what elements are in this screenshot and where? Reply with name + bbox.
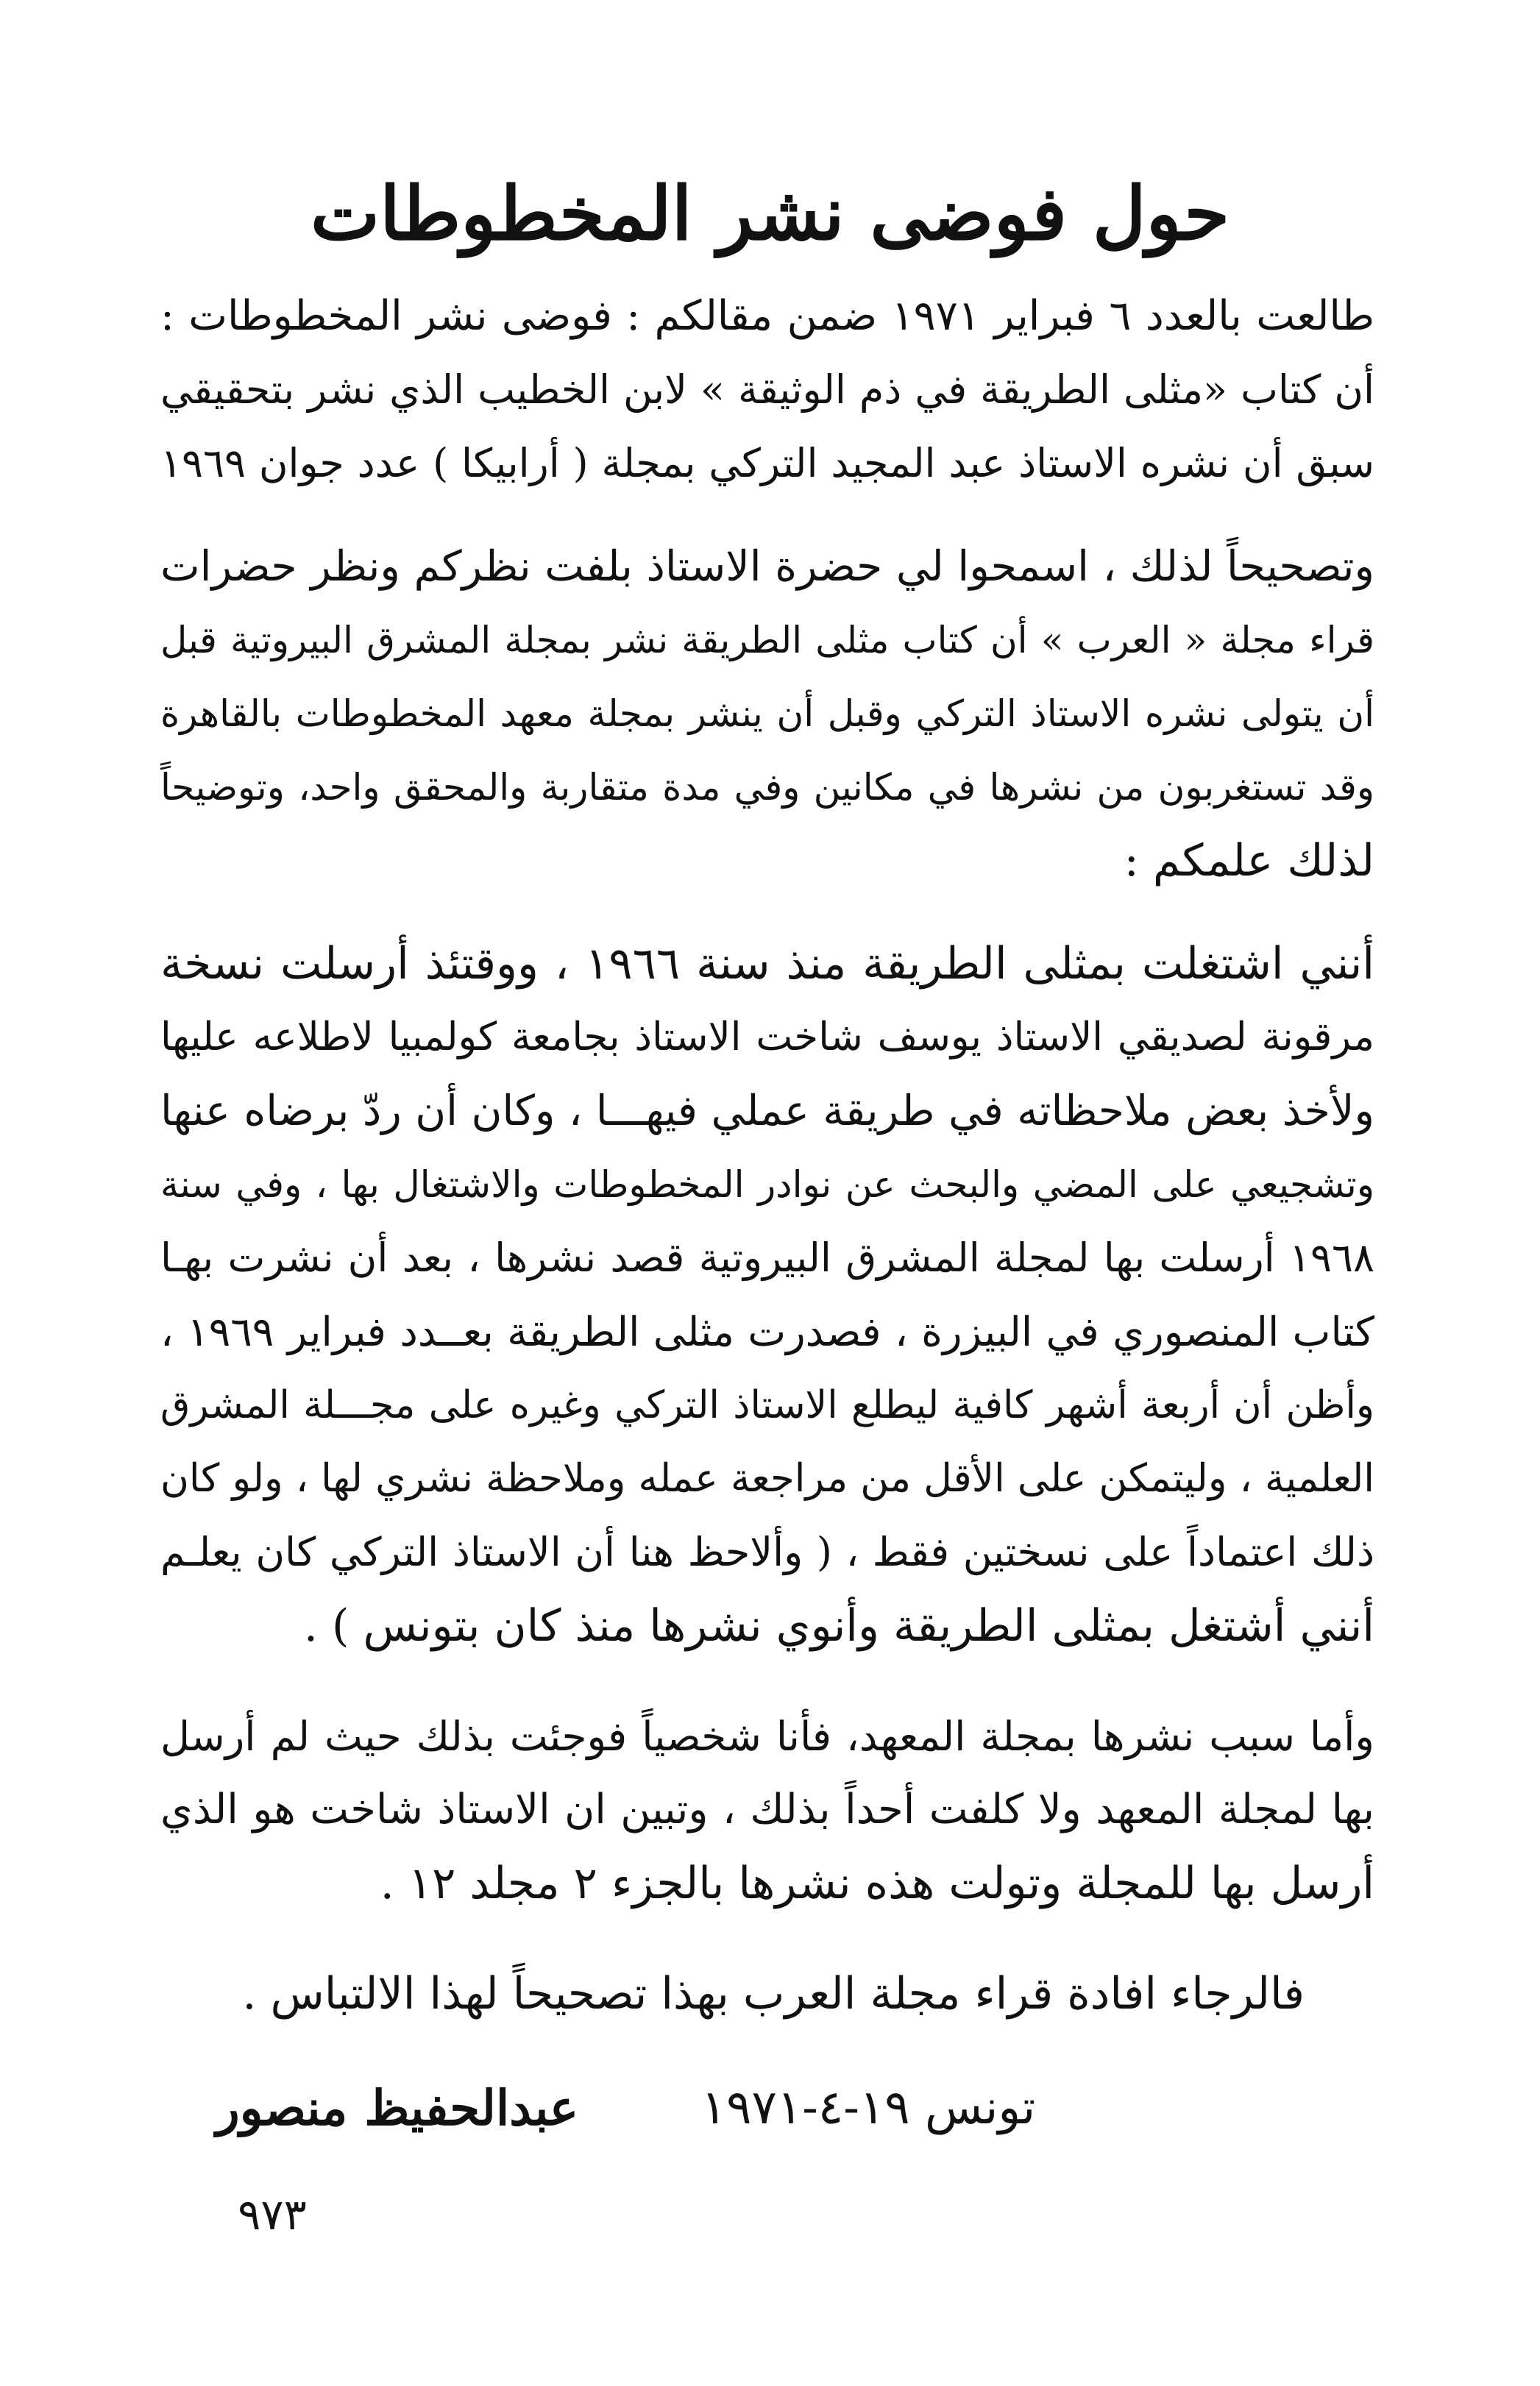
text-line: ١٩٦٨ أرسلت بها لمجلة المشرق البيروتية قصد نشرها ، بعد أن نشرت بهـا (160, 1235, 1374, 1281)
text-line: طالعت بالعدد ٦ فبراير ١٩٧١ ضمن مقالكم : فوضى نشر المخطوطات : (160, 292, 1375, 340)
text-line: وأما سبب نشرها بمجلة المعهد، فأنا شخصياً فوجئت بذلك حيث لم أرسل (160, 1713, 1374, 1760)
text-line: العلمية ، وليتمكن على الأقل من مراجعة عمله وملاحظة نشري لها ، ولو كان (160, 1456, 1374, 1501)
text-line: أن يتولى نشره الاستاذ التركي وقبل أن ينشر بمجلة معهد المخطوطات بالقاهرة (160, 692, 1374, 735)
text-line: ولأخذ بعض ملاحظاته في طريقة عملي فيهـــا ، وكان أن ردّ برضاه عنها (160, 1087, 1374, 1135)
text-line: بها لمجلة المعهد ولا كلفت أحداً بذلك ، وتبين ان الاستاذ شاخت هو الذي (160, 1786, 1374, 1833)
text-line: ذلك اعتماداً على نسختين فقط ، ( وألاحظ هنا أن الاستاذ التركي كان يعلـم (160, 1529, 1374, 1575)
text-line: قراء مجلة « العرب » أن كتاب مثلى الطريقة نشر بمجلة المشرق البيروتية قبل (160, 619, 1374, 661)
text-line: مرقونة لصديقي الاستاذ يوسف شاخت الاستاذ بجامعة كولمبيا لاطلاعه عليها (160, 1015, 1374, 1059)
text-line: أرسل بها للمجلة وتولت هذه نشرها بالجزء ٢ مجلد ١٢ . (380, 1858, 1374, 1909)
text-line: سبق أن نشره الاستاذ عبد المجيد التركي بمجلة ( أرابيكا ) عدد جوان ١٩٦٩ (160, 440, 1374, 486)
text-line: أنني أشتغل بمثلى الطريقة وأنوي نشرها منذ كان بتونس ) . (303, 1600, 1374, 1652)
text-line: لذلك علمكم : (1124, 835, 1374, 887)
page-number: ٩٧٣ (238, 2190, 307, 2240)
closing-line: فالرجاء افادة قراء مجلة العرب بهذا تصحيحاً لهذا الالتباس . (242, 1968, 1305, 2020)
author-signature: عبدالحفيظ منصور (216, 2079, 579, 2137)
text-line: أن كتاب «مثلى الطريقة في ذم الوثيقة » لابن الخطيب الذي نشر بتحقيقي (160, 366, 1374, 413)
text-line: وأظن أن أربعة أشهر كافية ليطلع الاستاذ التركي وغيره على مجـــلة المشرق (160, 1383, 1374, 1427)
text-line: وقد تستغربون من نشرها في مكانين وفي مدة متقاربة والمحقق واحد، وتوضيحاً (160, 766, 1374, 809)
place-and-date: تونس ١٩-٤-١٩٧١ (700, 2081, 1036, 2135)
text-line: أنني اشتغلت بمثلى الطريقة منذ سنة ١٩٦٦ ، ووقتئذ أرسلت نسخة (160, 938, 1374, 990)
text-line: كتاب المنصوري في البيزرة ، فصدرت مثلى الطريقة بعــدد فبراير ١٩٦٩ ، (160, 1308, 1375, 1355)
text-line: وتصحيحاً لذلك ، اسمحوا لي حضرة الاستاذ بلفت نظركم ونظر حضرات (160, 542, 1374, 591)
text-line: وتشجيعي على المضي والبحث عن نوادر المخطوطات والاشتغال بها ، وفي سنة (160, 1163, 1374, 1206)
article-title: حول فوضى نشر المخطوطات (310, 170, 1230, 257)
